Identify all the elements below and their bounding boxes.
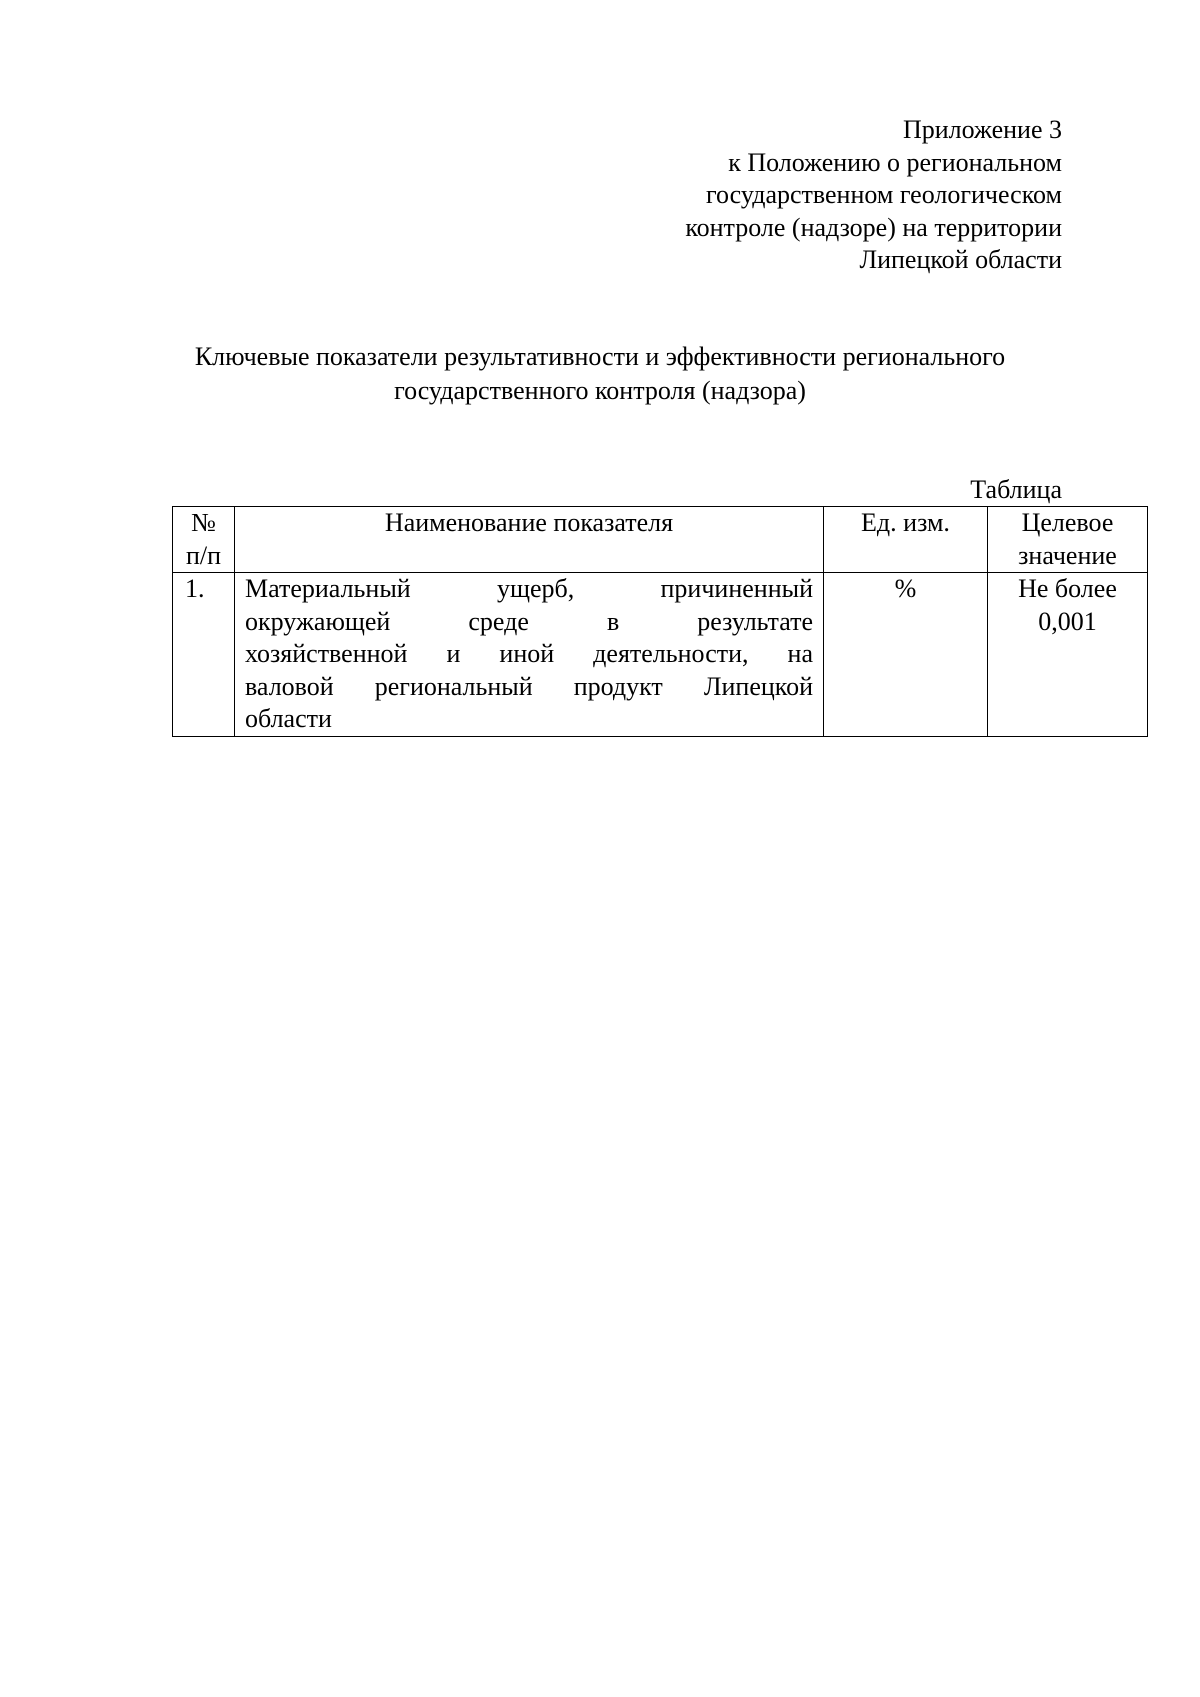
appendix-line: государственном геологическом	[706, 180, 1062, 209]
row-target-value	[988, 573, 1148, 737]
appendix-line: к Положению о региональном	[728, 147, 1062, 177]
document-title-line: государственного контроля (надзора)	[394, 376, 806, 405]
indicator-line: валовой региональный продукт Липецкой	[245, 671, 813, 701]
header-target-line: Целевое	[1021, 508, 1114, 537]
table-header-row	[173, 507, 1148, 573]
header-number	[173, 507, 235, 573]
table-row	[173, 573, 1148, 737]
appendix-line: Липецкой области	[859, 245, 1062, 274]
appendix-line: контроле (надзоре) на территории	[685, 212, 1062, 242]
target-value-line: Не более	[1018, 574, 1117, 603]
document-title	[0, 340, 1200, 408]
header-indicator-name: Наименование показателя	[235, 507, 824, 573]
header-target-line: значение	[1018, 540, 1117, 570]
target-value-line: 0,001	[1038, 606, 1097, 636]
kpi-table	[172, 506, 1148, 737]
header-number-label: п/п	[185, 540, 222, 570]
row-unit: %	[824, 573, 988, 737]
table-caption: Таблица	[970, 475, 1062, 504]
header-number-symbol: №	[191, 508, 216, 537]
indicator-line: Материальный ущерб, причиненный	[245, 574, 813, 603]
header-unit: Ед. изм.	[824, 507, 988, 573]
document-title-line: Ключевые показатели результативности и эффективности регионального	[194, 342, 1006, 371]
row-number: 1.	[173, 573, 235, 737]
indicator-line: хозяйственной и иной деятельности, на	[245, 639, 813, 668]
appendix-title: Приложение 3	[902, 115, 1062, 144]
indicator-line: окружающей среде в результате	[245, 606, 813, 636]
header-target-value	[988, 507, 1148, 573]
indicator-line: области	[245, 704, 332, 733]
row-indicator-name	[235, 573, 824, 737]
appendix-block	[685, 114, 1062, 277]
